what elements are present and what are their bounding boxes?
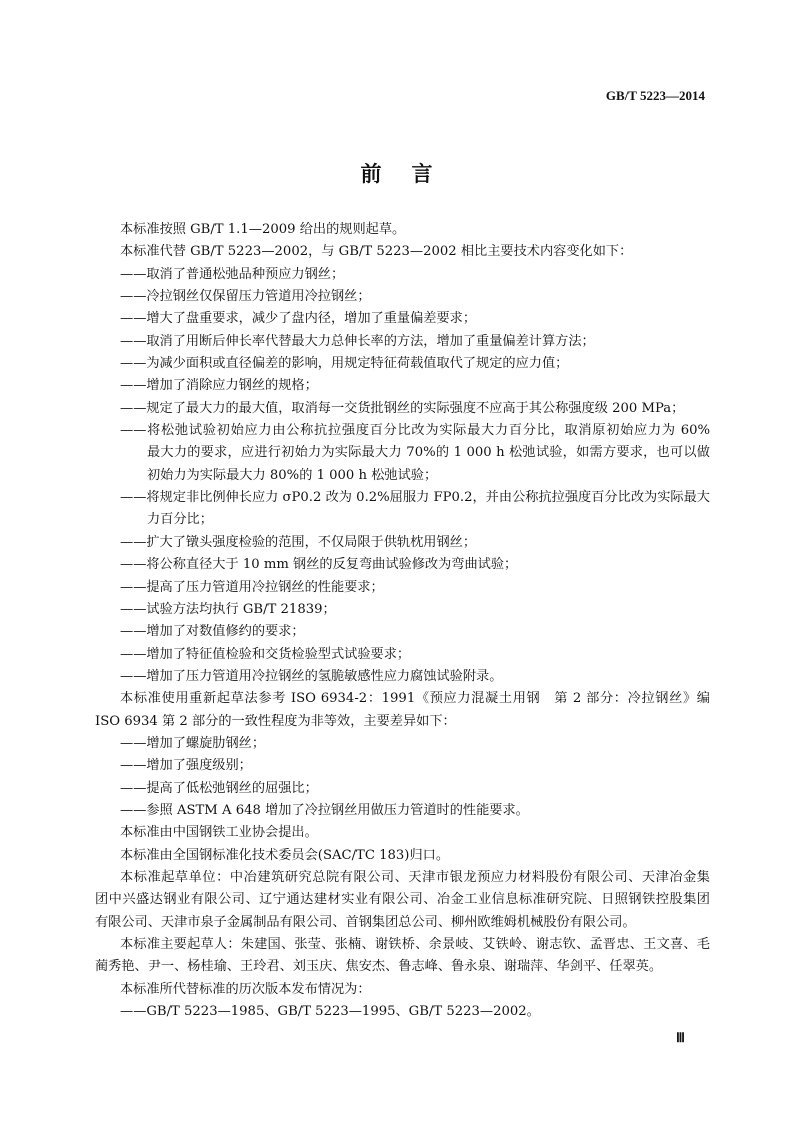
paragraph-line: 本标准代替 GB/T 5223—2002，与 GB/T 5223—2002 相比主要技术内容变化如下： (120, 244, 633, 260)
paragraph-continuation: ISO 6934 第 2 部分的一致性程度为非等效，主要差异如下： (95, 713, 456, 729)
list-item: ——为减少面积或直径偏差的影响，用规定特征荷载值取代了规定的应力值； (120, 356, 569, 372)
list-item: ——提高了压力管道用冷拉钢丝的性能要求； (120, 579, 384, 595)
paragraph-line: 本标准起草单位：中冶建筑研究总院有限公司、天津市银龙预应力材料股份有限公司、天津冶金集 (120, 869, 710, 885)
list-item: ——冷拉钢丝仅保留压力管道用冷拉钢丝； (120, 289, 371, 305)
list-item-continuation: 初始力为实际最大力 80%的 1 000 h 松弛试验； (147, 467, 438, 483)
foreword-body (95, 219, 710, 1023)
list-item: ——参照 ASTM A 648 增加了冷拉钢丝用做压力管道时的性能要求。 (120, 802, 529, 818)
list-item: ——规定了最大力的最大值，取消每一交货批钢丝的实际强度不应高于其公称强度级 200 MPa； (120, 400, 685, 416)
list-item: ——增加了特征值检验和交货检验型式试验要求； (120, 646, 411, 662)
list-item: ——增加了螺旋肋钢丝； (120, 735, 266, 751)
list-item: ——取消了用断后伸长率代替最大力总伸长率的方法，增加了重量偏差计算方法； (120, 333, 595, 349)
paragraph-continuation: 蔺秀艳、尹一、杨桂瑜、王玲君、刘玉庆、焦安杰、鲁志峰、鲁永泉、谢瑞萍、华剑平、任翠英。 (95, 959, 663, 975)
list-item: ——增加了压力管道用冷拉钢丝的氢脆敏感性应力腐蚀试验附录。 (120, 668, 503, 684)
standard-number-header: GB/T 5223—2014 (605, 88, 705, 103)
list-item: ——试验方法均执行 GB/T 21839； (120, 601, 336, 617)
list-item: ——GB/T 5223—1985、GB/T 5223—1995、GB/T 5223—2002。 (120, 1004, 540, 1020)
paragraph-line: 本标准主要起草人：朱建国、张莹、张楠、谢铁桥、余景岐、艾铁岭、谢志钦、孟晋忠、王文喜、毛 (120, 937, 710, 952)
page-number: Ⅲ (676, 1030, 685, 1045)
paragraph-line: 本标准由全国钢标准化技术委员会(SAC/TC 183)归口。 (120, 847, 450, 863)
list-item-continuation: 力百分比； (147, 512, 213, 528)
list-item: ——扩大了镦头强度检验的范围，不仅局限于供轨枕用钢丝； (120, 534, 477, 550)
list-item: ——提高了低松弛钢丝的屈强比； (120, 780, 318, 796)
paragraph-line: 本标准所代替标准的历次版本发布情况为： (120, 981, 371, 997)
paragraph-line: 本标准使用重新起草法参考 ISO 6934-2：1991《预应力混凝土用钢 第 2 部分：冷拉钢丝》编 (120, 691, 710, 707)
list-item: ——增加了消除应力钢丝的规格； (120, 378, 318, 394)
paragraph-continuation: 有限公司、天津市泉子金属制品有限公司、首钢集团总公司、柳州欧维姆机械股份有限公司。 (95, 914, 636, 930)
list-item-continuation: 最大力的要求，应进行初始力为实际最大力 70%的 1 000 h 松弛试验，如需方要求，也可以做 (147, 445, 710, 461)
list-item: ——将松弛试验初始应力由公称抗拉强度百分比改为实际最大力百分比，取消原初始应力为 60% (120, 423, 710, 439)
list-item: ——增加了对数值修约的要求； (120, 624, 305, 640)
list-item: ——增大了盘重要求，减少了盘内径，增加了重量偏差要求； (120, 311, 477, 327)
paragraph-line: 本标准按照 GB/T 1.1—2009 给出的规则起草。 (120, 222, 406, 237)
list-item: ——取消了普通松弛品种预应力钢丝； (120, 266, 345, 282)
list-item: ——增加了强度级别； (120, 758, 252, 774)
list-item: ——将规定非比例伸长应力 σP0.2 改为 0.2%屈服力 FP0.2，并由公称抗拉强度百分比改为实际最大 (120, 490, 710, 506)
paragraph-continuation: 团中兴盛达钢业有限公司、辽宁通达建材实业有限公司、冶金工业信息标准研究院、日照钢铁控股集团 (95, 892, 710, 908)
list-item: ——将公称直径大于 10 mm 钢丝的反复弯曲试验修改为弯曲试验； (120, 557, 518, 573)
page-title: 前言 (360, 161, 463, 186)
paragraph-line: 本标准由中国钢铁工业协会提出。 (120, 825, 318, 841)
